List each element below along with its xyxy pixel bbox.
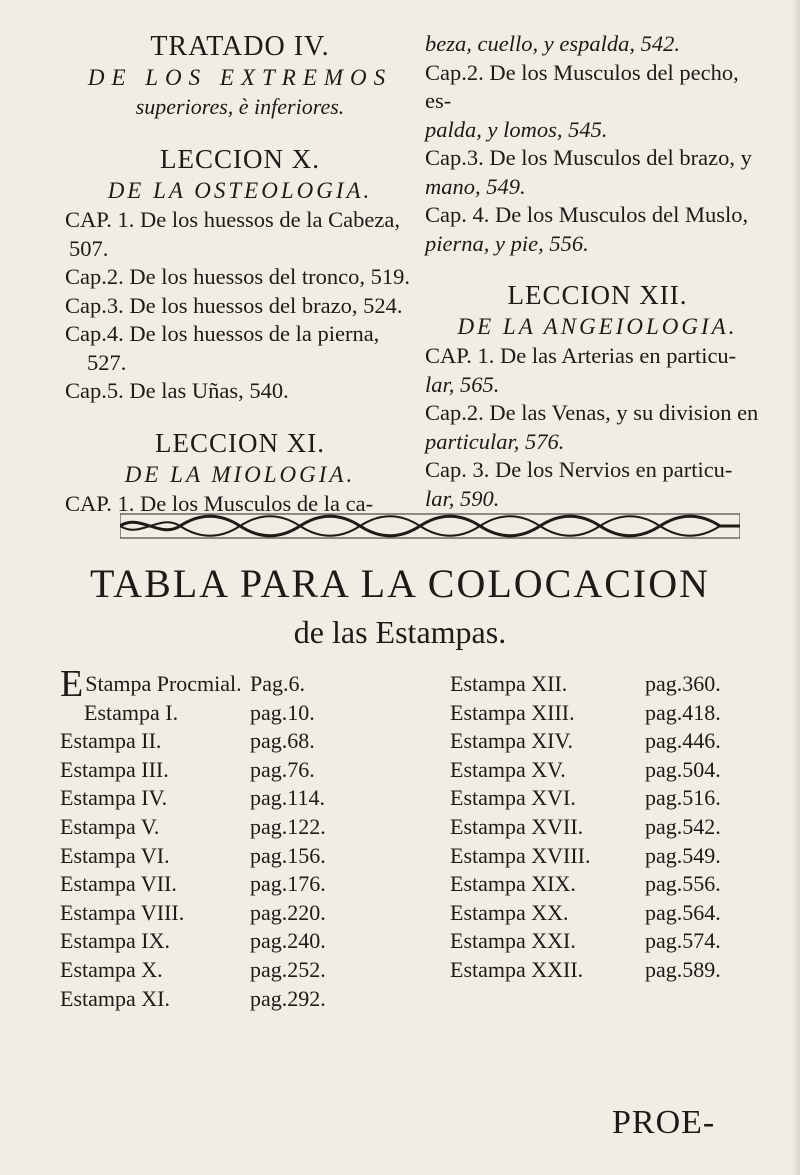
extremos-subtitle: superiores, è inferiores. [135, 94, 345, 119]
table-row [450, 899, 780, 928]
table-row [450, 756, 780, 785]
chapter-line: Cap. 3. De los Nervios en particu- [425, 457, 733, 482]
estampa-name: Estampa X. [60, 956, 163, 982]
table-row [450, 870, 780, 899]
chapter-line: CAP. 1. De los huessos de la Cabeza, [65, 207, 400, 232]
chapter-line: particular, 576. [425, 428, 565, 454]
table-row [450, 927, 780, 956]
dropcap-e: E [60, 663, 84, 705]
estampa-name: Estampa XXII. [450, 956, 584, 982]
estampas-right-column [450, 670, 780, 985]
estampa-name: EStampa Procmial. [60, 663, 242, 705]
estampa-page: pag.10. [250, 699, 315, 725]
estampa-page: pag.418. [645, 699, 721, 725]
estampa-page: pag.252. [250, 956, 326, 982]
chapter-line: Cap.2. De los Musculos del pecho, es- [425, 59, 739, 113]
tratado-heading: TRATADO IV. [150, 31, 330, 62]
chapter-line: beza, cuello, y espalda, 542. [425, 31, 680, 56]
estampa-name: Estampa IX. [60, 928, 170, 954]
chapter-line: Cap.4. De los huessos de la pierna, [65, 321, 380, 346]
chapter-line: pierna, y pie, 556. [425, 230, 589, 256]
estampa-name: Estampa I. [84, 699, 179, 725]
estampa-name: Estampa XIV. [450, 728, 574, 754]
table-row [450, 670, 780, 699]
leccion-x-chapters [65, 206, 415, 406]
estampa-page: Pag.6. [250, 671, 305, 696]
tabla-subtitle: de las Estampas. [293, 614, 507, 650]
table-row [60, 663, 430, 705]
estampa-page: pag.176. [250, 871, 326, 897]
estampa-name: Estampa XXI. [450, 928, 576, 954]
left-column [65, 30, 415, 518]
chapter-line: Cap.2. De los huessos del tronco, 519. [65, 264, 410, 289]
table-row [450, 813, 780, 842]
estampa-name: Estampa XX. [450, 899, 569, 925]
right-column [425, 30, 770, 513]
table-row [450, 956, 780, 985]
table-row [60, 927, 430, 956]
chapter-line: Cap. 4. De los Musculos del Muslo, [425, 202, 749, 227]
table-row [60, 699, 430, 728]
chapter-line: 507. [69, 235, 109, 261]
decorative-border-ornament [120, 513, 740, 539]
estampa-page: pag.564. [645, 899, 721, 925]
estampa-name: Estampa III. [60, 756, 169, 782]
estampa-name: Estampa V. [60, 813, 160, 839]
estampa-page: pag.556. [645, 871, 721, 897]
estampa-page: pag.549. [645, 842, 721, 868]
estampa-page: pag.446. [645, 728, 721, 754]
estampa-page: pag.360. [645, 671, 721, 696]
tabla-title: TABLA PARA LA COLOCACION [89, 561, 711, 606]
leccion-xi-heading: LECCION XI. [155, 427, 325, 458]
estampa-page: pag.589. [645, 956, 721, 982]
estampa-page: pag.240. [250, 928, 326, 954]
estampa-page: pag.156. [250, 842, 326, 868]
estampa-name: Estampa XVIII. [450, 842, 591, 868]
estampa-name: Estampa VII. [60, 871, 177, 897]
chapter-line: Cap.3. De los Musculos del brazo, y [425, 145, 752, 170]
leccion-x-heading: LECCION X. [160, 144, 320, 174]
chapter-line: lar, 565. [425, 371, 500, 397]
osteologia-subject: DE LA OSTEOLOGIA. [107, 178, 373, 203]
chapter-line: lar, 590. [425, 485, 500, 511]
estampa-name: Estampa XV. [450, 756, 566, 782]
estampa-name: Estampa XIX. [450, 871, 576, 897]
table-row [60, 870, 430, 899]
extremos-heading: DE LOS EXTREMOS [87, 65, 393, 90]
estampa-name: Estampa XIII. [450, 699, 575, 725]
estampa-page: pag.76. [250, 756, 315, 782]
estampa-page: pag.292. [250, 985, 326, 1011]
estampa-page: pag.542. [645, 813, 721, 839]
table-row [60, 956, 430, 985]
angeiologia-subject: DE LA ANGEIOLOGIA. [457, 314, 738, 339]
table-row [60, 985, 430, 1014]
table-row [60, 899, 430, 928]
chapter-line: mano, 549. [425, 173, 526, 199]
estampa-page: pag.220. [250, 899, 326, 925]
chapter-line: 527. [87, 349, 127, 375]
estampa-name: Estampa XI. [60, 985, 170, 1011]
table-row [450, 842, 780, 871]
estampa-page: pag.68. [250, 728, 315, 754]
estampa-page: pag.114. [250, 785, 325, 811]
estampa-page: pag.122. [250, 813, 326, 839]
estampas-left-column [60, 663, 430, 1013]
page-edge-shadow [792, 0, 800, 1175]
estampa-name: Estampa XVII. [450, 813, 584, 839]
chapter-line: Cap.2. De las Venas, y su division en [425, 400, 759, 425]
chapter-line: palda, y lomos, 545. [425, 116, 608, 142]
chapter-line: Cap.3. De los huessos del brazo, 524. [65, 292, 403, 318]
estampa-name: Estampa XVI. [450, 785, 576, 811]
table-row [450, 727, 780, 756]
estampa-name: Estampa XII. [450, 671, 568, 696]
estampa-name: Estampa IV. [60, 785, 168, 811]
estampa-page: pag.516. [645, 785, 721, 811]
table-row [450, 784, 780, 813]
estampa-page: pag.504. [645, 756, 721, 782]
miologia-subject: DE LA MIOLOGIA. [124, 461, 356, 487]
estampa-name: Estampa II. [60, 728, 162, 754]
table-row [60, 784, 430, 813]
table-row [450, 699, 780, 728]
chapter-line: Cap.5. De las Uñas, 540. [65, 378, 289, 403]
catchword: PROE- [612, 1104, 716, 1141]
chapter-line: CAP. 1. De los Musculos de la ca- [65, 490, 374, 516]
estampa-page: pag.574. [645, 928, 721, 954]
table-row [60, 842, 430, 871]
chapter-line: CAP. 1. De las Arterias en particu- [425, 343, 737, 368]
table-row [60, 727, 430, 756]
table-row [60, 756, 430, 785]
estampa-name: Estampa VI. [60, 842, 170, 868]
leccion-xii-heading: LECCION XII. [507, 280, 688, 310]
estampa-name: Estampa VIII. [60, 899, 185, 925]
table-row [60, 813, 430, 842]
